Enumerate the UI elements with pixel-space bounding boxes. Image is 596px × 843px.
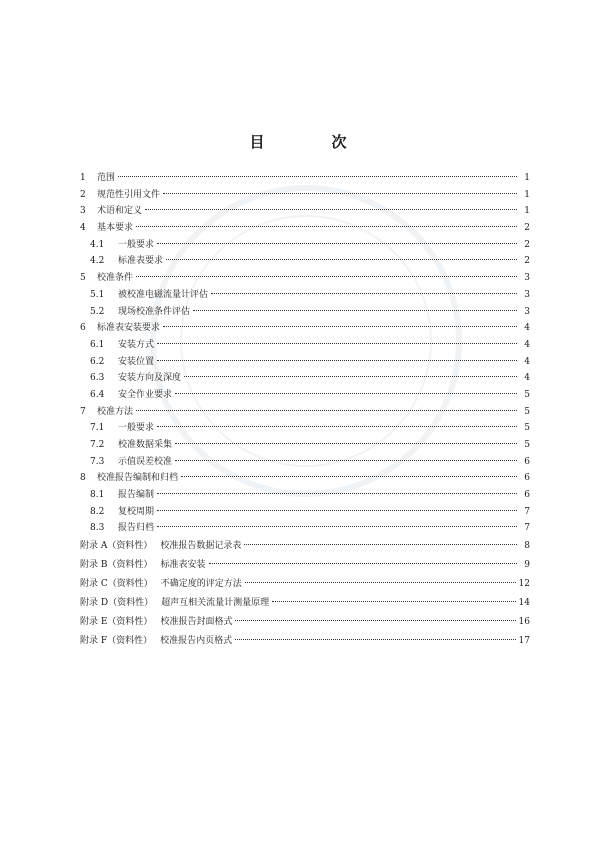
toc-entry-number: 5.2 bbox=[90, 306, 105, 317]
appendix-title: 不确定度的评定方法 bbox=[160, 579, 242, 590]
toc-page-number: 4 bbox=[524, 373, 530, 384]
toc-entry-number: 4 bbox=[80, 223, 86, 234]
toc-dot-leader bbox=[136, 225, 517, 227]
toc-entry[interactable] bbox=[80, 270, 530, 287]
toc-entry-number: 6.1 bbox=[90, 339, 105, 350]
toc-dot-leader bbox=[235, 638, 515, 640]
toc-entry[interactable] bbox=[80, 437, 530, 454]
appendix-title: 校准报告数据记录表 bbox=[160, 541, 242, 552]
toc-dot-leader bbox=[157, 525, 517, 527]
toc-entry-title: 术语和定义 bbox=[97, 206, 143, 217]
toc-page-number: 3 bbox=[524, 306, 530, 317]
toc-appendix-entry[interactable] bbox=[80, 537, 530, 556]
appendix-title: 超声互相关流量计测量原理 bbox=[161, 598, 270, 609]
toc-entry-number: 8 bbox=[80, 473, 86, 484]
toc-page-number: 5 bbox=[524, 440, 530, 450]
toc-entry-title: 安装位置 bbox=[118, 356, 155, 367]
toc-entry-title: 现场校准条件评估 bbox=[118, 306, 191, 317]
toc-entry[interactable] bbox=[80, 220, 530, 237]
toc-appendix-entry[interactable] bbox=[80, 613, 530, 632]
toc-entry[interactable] bbox=[80, 404, 530, 421]
toc-entry-title: 报告编制 bbox=[118, 490, 155, 501]
toc-dot-leader bbox=[157, 342, 517, 344]
toc-entry[interactable] bbox=[80, 170, 530, 187]
toc-page-number: 1 bbox=[524, 173, 530, 183]
page-title: 目 次 bbox=[249, 133, 373, 151]
toc-dot-leader bbox=[136, 409, 517, 411]
toc-entry[interactable] bbox=[80, 504, 530, 521]
toc-dot-leader bbox=[175, 392, 517, 394]
toc-entry[interactable] bbox=[80, 470, 530, 487]
appendix-title: 标准表安装 bbox=[160, 560, 206, 571]
toc-dot-leader bbox=[181, 475, 517, 477]
toc-page-number: 9 bbox=[524, 560, 530, 571]
toc-entry[interactable] bbox=[80, 253, 530, 270]
toc-appendix-entry[interactable] bbox=[80, 594, 530, 613]
toc-dot-leader bbox=[157, 509, 517, 511]
table-of-contents bbox=[80, 170, 530, 651]
toc-entry[interactable] bbox=[80, 387, 530, 404]
toc-page-number: 7 bbox=[524, 523, 530, 534]
toc-entry[interactable] bbox=[80, 354, 530, 371]
toc-page-number: 5 bbox=[524, 389, 530, 400]
toc-entry-number: 6.3 bbox=[90, 373, 105, 384]
toc-page-number: 16 bbox=[518, 617, 530, 628]
toc-page-number: 12 bbox=[518, 579, 530, 590]
toc-entry[interactable] bbox=[80, 187, 530, 204]
toc-entry[interactable] bbox=[80, 320, 530, 337]
toc-entry-title: 报告归档 bbox=[118, 523, 155, 534]
toc-page-number: 17 bbox=[518, 636, 530, 647]
toc-dot-leader bbox=[163, 325, 517, 327]
toc-entry-number: 3 bbox=[80, 206, 86, 217]
toc-page-number: 4 bbox=[524, 339, 530, 350]
toc-page-number: 5 bbox=[524, 423, 530, 434]
toc-dot-leader bbox=[211, 292, 517, 294]
toc-dot-leader bbox=[245, 581, 516, 583]
toc-dot-leader bbox=[235, 619, 515, 621]
toc-page-number: 2 bbox=[524, 239, 530, 250]
toc-entry-title: 校准方法 bbox=[97, 406, 134, 417]
appendix-number: 附录 D（资料性） bbox=[80, 598, 154, 609]
toc-dot-leader bbox=[157, 242, 517, 244]
toc-dot-leader bbox=[157, 359, 517, 361]
toc-entry[interactable] bbox=[80, 370, 530, 387]
toc-dot-leader bbox=[157, 425, 517, 427]
toc-dot-leader bbox=[118, 175, 517, 177]
toc-entry-number: 8.2 bbox=[90, 506, 105, 517]
toc-entry-title: 规范性引用文件 bbox=[97, 189, 161, 200]
toc-entry-title: 示值误差校准 bbox=[118, 456, 173, 467]
toc-page-number: 3 bbox=[524, 273, 530, 284]
appendix-number: 附录 B（资料性） bbox=[80, 560, 153, 571]
toc-dot-leader bbox=[145, 208, 517, 210]
toc-page-number: 5 bbox=[524, 406, 530, 417]
toc-page-number: 6 bbox=[524, 473, 530, 484]
toc-dot-leader bbox=[209, 562, 518, 564]
toc-page-number: 3 bbox=[524, 289, 530, 300]
appendix-number: 附录 E（资料性） bbox=[80, 617, 153, 628]
toc-entry-number: 2 bbox=[80, 189, 86, 200]
toc-entry-number: 6.2 bbox=[90, 356, 105, 367]
toc-entry-title: 被校准电磁流量计评估 bbox=[118, 289, 209, 300]
toc-entry-number: 4.1 bbox=[90, 239, 105, 250]
toc-page-number: 6 bbox=[524, 456, 530, 467]
toc-page-number: 1 bbox=[524, 206, 530, 217]
toc-entry-title: 安全作业要求 bbox=[118, 389, 173, 400]
toc-dot-leader bbox=[175, 459, 517, 461]
toc-entry-title: 范围 bbox=[97, 173, 116, 183]
toc-entry-number: 5.1 bbox=[90, 289, 105, 300]
toc-entry-title: 一般要求 bbox=[118, 239, 155, 250]
toc-entry-title: 标准表要求 bbox=[118, 256, 164, 267]
toc-entry-number: 1 bbox=[80, 173, 86, 183]
toc-dot-leader bbox=[157, 492, 517, 494]
toc-dot-leader bbox=[184, 375, 517, 377]
toc-dot-leader bbox=[244, 543, 517, 545]
toc-page-number: 14 bbox=[518, 598, 530, 609]
toc-appendix-entry[interactable] bbox=[80, 556, 530, 575]
toc-entry-title: 校准数据采集 bbox=[118, 440, 173, 450]
toc-dot-leader bbox=[175, 442, 517, 444]
toc-entry-title: 安装方向及深度 bbox=[118, 373, 182, 384]
toc-dot-leader bbox=[193, 309, 517, 311]
toc-entry-title: 校准报告编制和归档 bbox=[97, 473, 179, 484]
toc-entry[interactable] bbox=[80, 203, 530, 220]
toc-entry-title: 复校周期 bbox=[118, 506, 155, 517]
toc-entry-number: 7.2 bbox=[90, 440, 105, 450]
toc-appendix-entry[interactable] bbox=[80, 632, 530, 651]
toc-page-number: 2 bbox=[524, 223, 530, 234]
toc-entry-title: 标准表安装要求 bbox=[97, 323, 161, 334]
toc-entry[interactable] bbox=[80, 304, 530, 321]
toc-entry[interactable] bbox=[80, 237, 530, 254]
toc-entry[interactable] bbox=[80, 454, 530, 471]
toc-page-number: 4 bbox=[524, 323, 530, 334]
toc-entry-title: 校准条件 bbox=[97, 273, 134, 284]
toc-entry-number: 8.1 bbox=[90, 490, 105, 501]
toc-entry-number: 7.3 bbox=[90, 456, 105, 467]
toc-entry[interactable] bbox=[80, 520, 530, 537]
toc-entry-number: 7 bbox=[80, 406, 86, 417]
toc-entry[interactable] bbox=[80, 337, 530, 354]
toc-page-number: 8 bbox=[524, 541, 530, 552]
toc-entry-number: 5 bbox=[80, 273, 86, 284]
toc-page-number: 7 bbox=[524, 506, 530, 517]
toc-entry-number: 6.4 bbox=[90, 389, 105, 400]
toc-page-number: 2 bbox=[524, 256, 530, 267]
appendix-number: 附录 C（资料性） bbox=[80, 579, 153, 590]
toc-dot-leader bbox=[163, 192, 517, 194]
toc-dot-leader bbox=[136, 275, 517, 277]
appendix-number: 附录 A（资料性） bbox=[80, 541, 153, 552]
toc-entry-title: 基本要求 bbox=[97, 223, 134, 234]
toc-dot-leader bbox=[166, 258, 517, 260]
toc-dot-leader bbox=[272, 600, 515, 602]
toc-appendix-entry[interactable] bbox=[80, 575, 530, 594]
toc-entry[interactable] bbox=[80, 487, 530, 504]
toc-entry[interactable] bbox=[80, 420, 530, 437]
toc-entry-title: 安装方式 bbox=[118, 339, 155, 350]
toc-page-number: 1 bbox=[524, 189, 530, 200]
toc-entry[interactable] bbox=[80, 287, 530, 304]
toc-page-number: 4 bbox=[524, 356, 530, 367]
appendix-number: 附录 F（资料性） bbox=[80, 636, 153, 647]
toc-entry-number: 8.3 bbox=[90, 523, 105, 534]
toc-entry-number: 6 bbox=[80, 323, 86, 334]
toc-entry-number: 4.2 bbox=[90, 256, 105, 267]
appendix-title: 校准报告封面格式 bbox=[160, 617, 233, 628]
toc-entry-number: 7.1 bbox=[90, 423, 105, 434]
toc-entry-title: 一般要求 bbox=[118, 423, 155, 434]
toc-page-number: 6 bbox=[524, 490, 530, 501]
appendix-title: 校准报告内页格式 bbox=[160, 636, 233, 647]
